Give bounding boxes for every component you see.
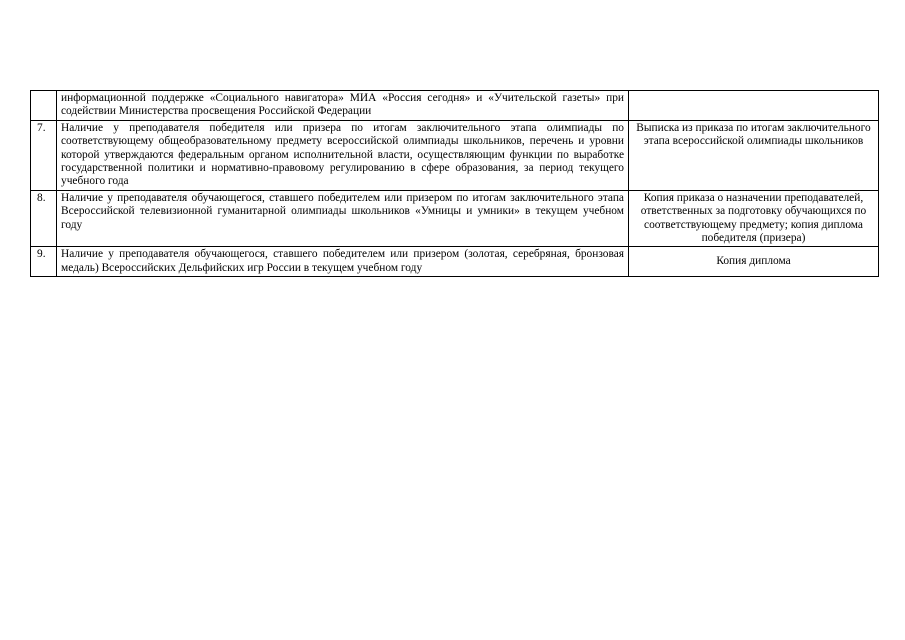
table-row-8	[31, 190, 879, 247]
row-document-cell	[629, 91, 879, 121]
row-document-cell: Выписка из приказа по итогам заключительного этапа всероссийской олимпиады школьников	[629, 120, 879, 190]
row-document-cell: Копия диплома	[629, 247, 879, 277]
row-number-cell: 7.	[31, 120, 57, 190]
row-description-cell: Наличие у преподавателя победителя или призера по итогам заключительного этапа олимпиады по соответствующему общеобразовательному предмету всероссийской олимпиады школьников, перечень и уровни которой утверждаются федеральным органом исполнительной власти, осуществляющим функции по выработке государственной политики и нормативно-правовому регулированию в сфере образования, за период текущего учебного года	[57, 120, 629, 190]
row-description-cell: Наличие у преподавателя обучающегося, ставшего победителем или призером (золотая, серебряная, бронзовая медаль) Всероссийских Дельфийских игр России в текущем учебном году	[57, 247, 629, 277]
table-row-7	[31, 120, 879, 190]
row-number-cell: 9.	[31, 247, 57, 277]
criteria-table-body	[31, 91, 879, 277]
row-number-cell: 8.	[31, 190, 57, 247]
table-row-9	[31, 247, 879, 277]
row-number-cell	[31, 91, 57, 121]
criteria-table	[30, 90, 879, 277]
table-row-continuation	[31, 91, 879, 121]
row-description-cell: информационной поддержке «Социального навигатора» МИА «Россия сегодня» и «Учительской газеты» при содействии Министерства просвещения Российской Федерации	[57, 91, 629, 121]
row-document-cell: Копия приказа о назначении преподавателей, ответственных за подготовку обучающихся по соответствующему предмету; копия диплома победителя (призера)	[629, 190, 879, 247]
row-description-cell: Наличие у преподавателя обучающегося, ставшего победителем или призером по итогам заключительного этапа Всероссийской телевизионной гуманитарной олимпиады школьников «Умницы и умники» в текущем учебном году	[57, 190, 629, 247]
